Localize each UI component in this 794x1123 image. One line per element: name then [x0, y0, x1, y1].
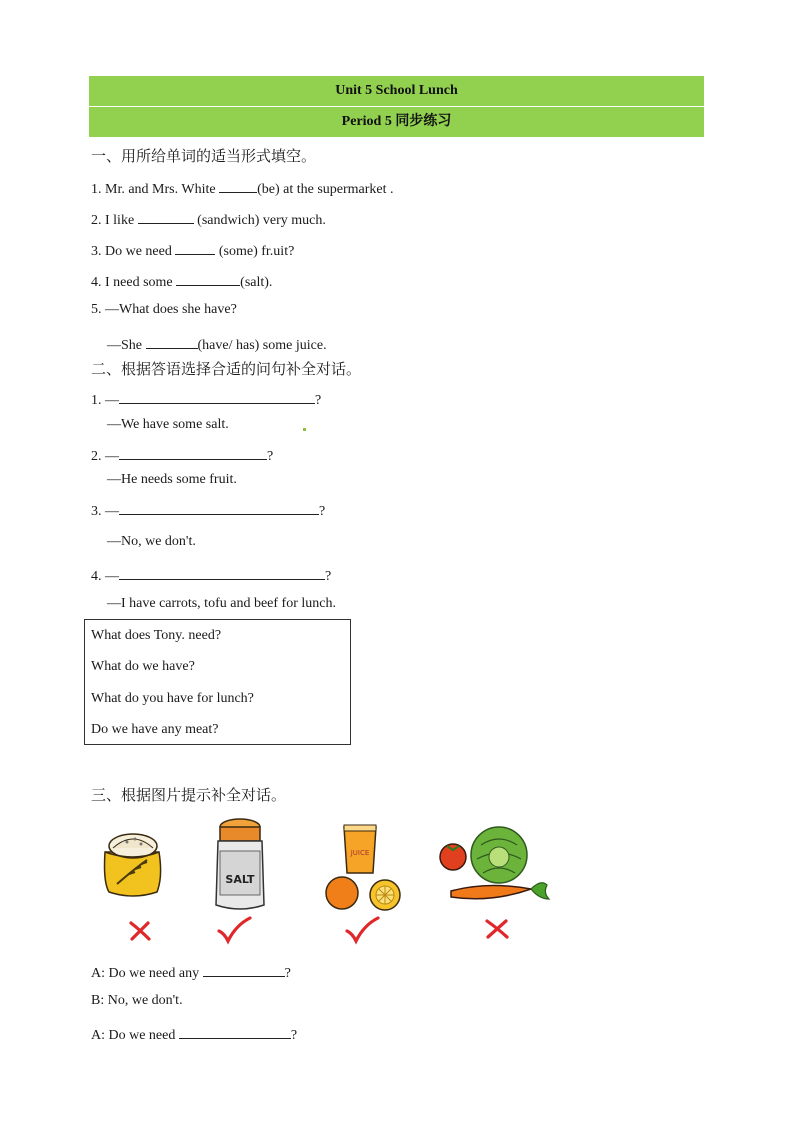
answer-blank[interactable] [219, 178, 257, 193]
s2-answer-2: —He needs some fruit. [107, 472, 237, 487]
s1-question-3: 3. Do we need (some) fr.uit? [91, 240, 294, 260]
answer-blank[interactable] [175, 240, 215, 255]
section3-heading: 三、根据图片提示补全对话。 [91, 786, 287, 804]
option-3: What do you have for lunch? [91, 691, 254, 706]
section2-heading: 二、根据答语选择合适的问句补全对话。 [91, 360, 362, 378]
s2-answer-4: —I have carrots, tofu and beef for lunch. [107, 596, 336, 611]
check-mark-icon [216, 915, 252, 945]
salt-shaker-image [212, 817, 268, 913]
salt-label: SALT [225, 873, 255, 886]
option-2: What do we have? [91, 659, 195, 674]
cross-mark-icon [484, 918, 510, 940]
s3-dialogue-1: A: Do we need any ? [91, 962, 291, 982]
stray-dot [303, 428, 306, 431]
title-banner [89, 76, 704, 106]
answer-blank[interactable] [179, 1024, 291, 1039]
s2-item-3: 3. — ? [91, 500, 325, 520]
juice-label: JUICE [350, 849, 370, 857]
juice-and-oranges-image [324, 819, 404, 915]
option-1: What does Tony. need? [91, 628, 222, 643]
section1-heading: 一、用所给单词的适当形式填空。 [91, 147, 317, 165]
answer-blank[interactable] [119, 565, 325, 580]
s1-question-5: 5. —What does she have? [91, 302, 237, 317]
s2-item-4: 4. — ? [91, 565, 331, 585]
options-box [84, 619, 351, 745]
option-4: Do we have any meat? [91, 722, 219, 737]
document-title: Unit 5 School Lunch [335, 83, 458, 98]
subtitle-banner [89, 107, 704, 137]
answer-blank[interactable] [146, 334, 198, 349]
cross-mark-icon [128, 920, 152, 942]
answer-blank[interactable] [203, 962, 285, 977]
document-subtitle: Period 5 同步练习 [341, 114, 452, 129]
rice-bag-image [99, 822, 167, 898]
s3-dialogue-3: A: Do we need ? [91, 1024, 297, 1044]
answer-blank[interactable] [119, 500, 319, 515]
answer-blank[interactable] [119, 445, 267, 460]
s1-question-4: 4. I need some (salt). [91, 271, 272, 291]
check-mark-icon [344, 915, 380, 945]
s2-item-2: 2. — ? [91, 445, 273, 465]
s1-question-5-reply: —She (have/ has) some juice. [107, 334, 327, 354]
s2-item-1: 1. — ? [91, 389, 321, 409]
answer-blank[interactable] [138, 209, 194, 224]
s2-answer-3: —No, we don't. [107, 534, 196, 549]
answer-blank[interactable] [119, 389, 315, 404]
vegetables-image [437, 823, 551, 913]
s2-answer-1: —We have some salt. [107, 417, 229, 432]
s3-dialogue-2: B: No, we don't. [91, 993, 183, 1008]
answer-blank[interactable] [176, 271, 240, 286]
s1-question-2: 2. I like (sandwich) very much. [91, 209, 326, 229]
s1-question-1: 1. Mr. and Mrs. White (be) at the supermarket . [91, 178, 394, 198]
